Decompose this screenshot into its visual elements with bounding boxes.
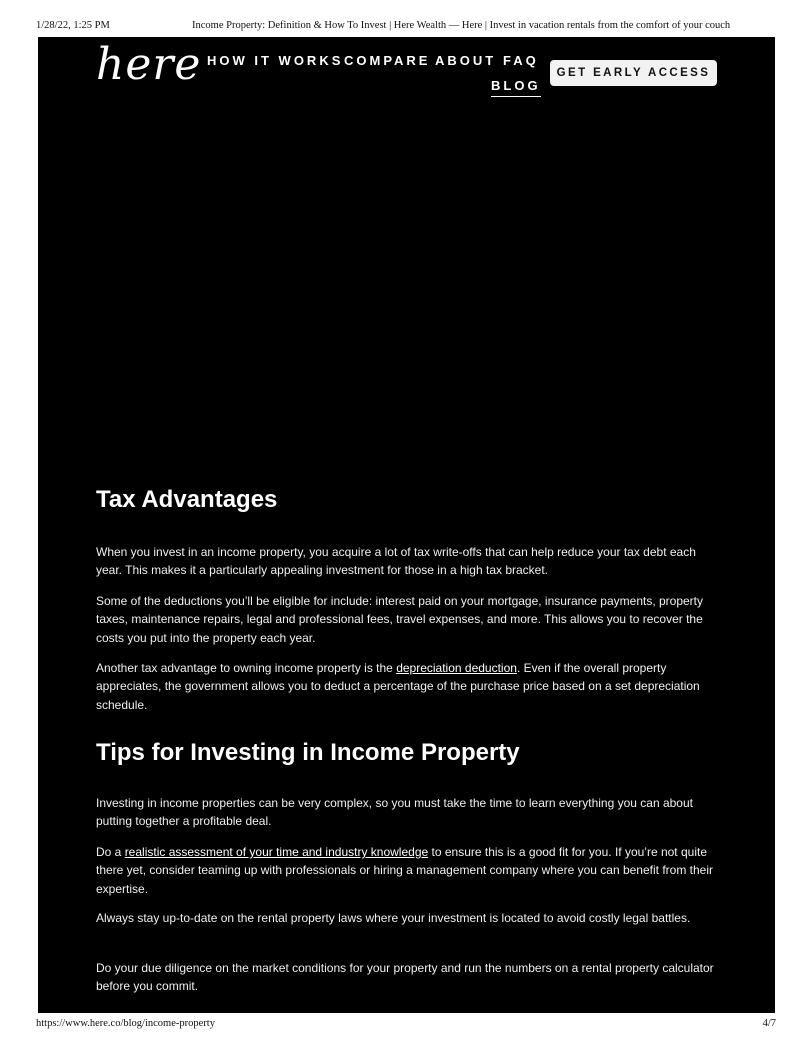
tips-paragraph-2-end: to ensure this is a good fit for you. If you’re not quite there yet, consider teaming up with professionals or hiring a management company where you can benefit from their expertise. (96, 845, 713, 896)
tax-paragraph-3 (96, 659, 716, 714)
tips-paragraph-2-start: Do a (96, 845, 125, 859)
tax-paragraph-3-start: Another tax advantage to owning income property is the (96, 661, 397, 675)
nav-compare[interactable]: COMPARE (344, 53, 431, 68)
tax-advantages-heading: Tax Advantages (96, 486, 278, 513)
tips-paragraph-2 (96, 843, 716, 898)
nav-about[interactable]: ABOUT (435, 53, 497, 68)
print-header (0, 20, 811, 34)
realistic-assessment-link[interactable]: realistic assessment of your time and industry knowledge (124, 845, 429, 859)
tips-paragraph-3: Always stay up-to-date on the rental property laws where your investment is located to avoid costly legal battles. (96, 911, 691, 925)
get-early-access-button[interactable]: GET EARLY ACCESS (550, 60, 717, 86)
print-date: 1/28/22, 1:25 PM (36, 20, 110, 31)
webpage (38, 37, 775, 1013)
site-logo[interactable]: here (96, 39, 202, 90)
tax-paragraph-3-end: . Even if the overall property appreciates, the government allows you to deduct a percentage of the purchase price based on a set depreciation schedule. (96, 661, 700, 712)
depreciation-deduction-link[interactable]: depreciation deduction (396, 661, 517, 675)
tips-heading: Tips for Investing in Income Property (96, 739, 520, 766)
print-url: https://www.here.co/blog/income-property (36, 1018, 215, 1029)
tax-paragraph-1: When you invest in an income property, you acquire a lot of tax write-offs that can help reduce your tax debt each year. This makes it a particularly appealing investment for those in a high tax bracket. (96, 545, 696, 578)
nav-blog[interactable]: BLOG (491, 78, 541, 97)
tips-paragraph-1: Investing in income properties can be very complex, so you must take the time to learn everything you can about putting together a profitable deal. (96, 796, 693, 829)
print-doc-title: Income Property: Definition & How To Invest | Here Wealth — Here | Invest in vacation rentals from the comfort of your couch (192, 20, 731, 31)
print-footer (0, 1018, 811, 1032)
nav-how-it-works[interactable]: HOW IT WORKS (207, 53, 344, 68)
nav-faq[interactable]: FAQ (503, 53, 539, 68)
tax-paragraph-2: Some of the deductions you’ll be eligible for include: interest paid on your mortgage, insurance payments, property taxes, maintenance repairs, legal and professional fees, travel expenses, and more. This allows you to recover the costs you put into the property each year. (96, 594, 704, 645)
tips-paragraph-4: Do your due diligence on the market conditions for your property and run the numbers on a rental property calculator before you commit. (96, 961, 714, 994)
page-number: 4/7 (762, 1018, 776, 1029)
